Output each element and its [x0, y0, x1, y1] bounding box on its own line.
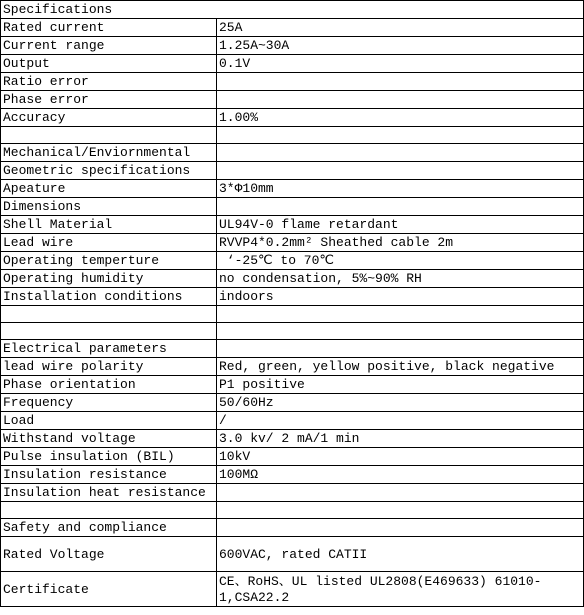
- table-row: [1, 288, 584, 306]
- row-value: [217, 73, 584, 91]
- row-label: lead wire polarity: [1, 358, 217, 376]
- row-label: Pulse insulation (BIL): [1, 448, 217, 466]
- table-row: [1, 270, 584, 288]
- table-row: [1, 448, 584, 466]
- row-label: Phase orientation: [1, 376, 217, 394]
- row-label: [1, 502, 217, 519]
- row-label: [1, 323, 217, 340]
- row-label: Withstand voltage: [1, 430, 217, 448]
- row-label: Rated Voltage: [1, 537, 217, 572]
- row-label: Output: [1, 55, 217, 73]
- table-row: [1, 198, 584, 216]
- table-row: [1, 323, 584, 340]
- row-value: 3*Φ10mm: [217, 180, 584, 198]
- table-row: [1, 180, 584, 198]
- row-value: [217, 323, 584, 340]
- section-header: Mechanical/Enviornmental: [1, 144, 217, 162]
- table-row: [1, 466, 584, 484]
- table-row: [1, 412, 584, 430]
- row-value: Red, green, yellow positive, black negative: [217, 358, 584, 376]
- row-label: Accuracy: [1, 109, 217, 127]
- table-row: [1, 376, 584, 394]
- row-label: [1, 306, 217, 323]
- row-value: indoors: [217, 288, 584, 306]
- table-row: [1, 19, 584, 37]
- row-label: Current range: [1, 37, 217, 55]
- table-row: [1, 537, 584, 572]
- row-value: [217, 502, 584, 519]
- section-header: Safety and compliance: [1, 519, 217, 537]
- table-row: [1, 252, 584, 270]
- table-row: [1, 109, 584, 127]
- row-value: 25A: [217, 19, 584, 37]
- row-value: CE、RoHS、UL listed UL2808(E469633) 61010-1,CSA22.2: [217, 572, 584, 607]
- table-row: [1, 484, 584, 502]
- row-value: 50/60Hz: [217, 394, 584, 412]
- row-value: 1.25A~30A: [217, 37, 584, 55]
- table-row: [1, 216, 584, 234]
- table-row: [1, 358, 584, 376]
- row-value: RVVP4*0.2mm² Sheathed cable 2m: [217, 234, 584, 252]
- row-value: 600VAC, rated CATII: [217, 537, 584, 572]
- row-value: [217, 306, 584, 323]
- table-row: [1, 1, 584, 19]
- row-label: Insulation resistance: [1, 466, 217, 484]
- table-row: [1, 162, 584, 180]
- section-header: Specifications: [1, 1, 584, 19]
- section-header: Electrical parameters: [1, 340, 217, 358]
- table-row: [1, 394, 584, 412]
- row-value: P1 positive: [217, 376, 584, 394]
- table-row: [1, 572, 584, 607]
- table-row: [1, 127, 584, 144]
- table-row: [1, 306, 584, 323]
- table-row: [1, 144, 584, 162]
- row-value: /: [217, 412, 584, 430]
- row-label: Load: [1, 412, 217, 430]
- row-value: 10kV: [217, 448, 584, 466]
- row-label: [1, 127, 217, 144]
- row-value: [217, 519, 584, 537]
- row-label: Operating humidity: [1, 270, 217, 288]
- row-value: 0.1V: [217, 55, 584, 73]
- row-value: 3.0 kv/ 2 mA/1 min: [217, 430, 584, 448]
- row-value: 1.00%: [217, 109, 584, 127]
- row-value: [217, 198, 584, 216]
- row-value: ‘-25℃ to 70℃: [217, 252, 584, 270]
- row-label: Rated current: [1, 19, 217, 37]
- row-label: Phase error: [1, 91, 217, 109]
- row-label: Operating temperture: [1, 252, 217, 270]
- row-value: 100MΩ: [217, 466, 584, 484]
- row-label: Insulation heat resistance: [1, 484, 217, 502]
- row-label: Frequency: [1, 394, 217, 412]
- row-value: UL94V-0 flame retardant: [217, 216, 584, 234]
- table-row: [1, 234, 584, 252]
- row-label: Ratio error: [1, 73, 217, 91]
- row-label: Apeature: [1, 180, 217, 198]
- row-label: Dimensions: [1, 198, 217, 216]
- row-value: [217, 484, 584, 502]
- table-row: [1, 340, 584, 358]
- row-value: [217, 127, 584, 144]
- table-row: [1, 430, 584, 448]
- row-label: Shell Material: [1, 216, 217, 234]
- row-value: no condensation, 5%~90% RH: [217, 270, 584, 288]
- row-label: Installation conditions: [1, 288, 217, 306]
- row-value: [217, 340, 584, 358]
- row-value: [217, 162, 584, 180]
- table-row: [1, 37, 584, 55]
- row-value: [217, 144, 584, 162]
- row-label: Certificate: [1, 572, 217, 607]
- table-row: [1, 502, 584, 519]
- table-row: [1, 73, 584, 91]
- section-header: Geometric specifications: [1, 162, 217, 180]
- row-label: Lead wire: [1, 234, 217, 252]
- table-row: [1, 55, 584, 73]
- row-value: [217, 91, 584, 109]
- table-row: [1, 519, 584, 537]
- table-row: [1, 91, 584, 109]
